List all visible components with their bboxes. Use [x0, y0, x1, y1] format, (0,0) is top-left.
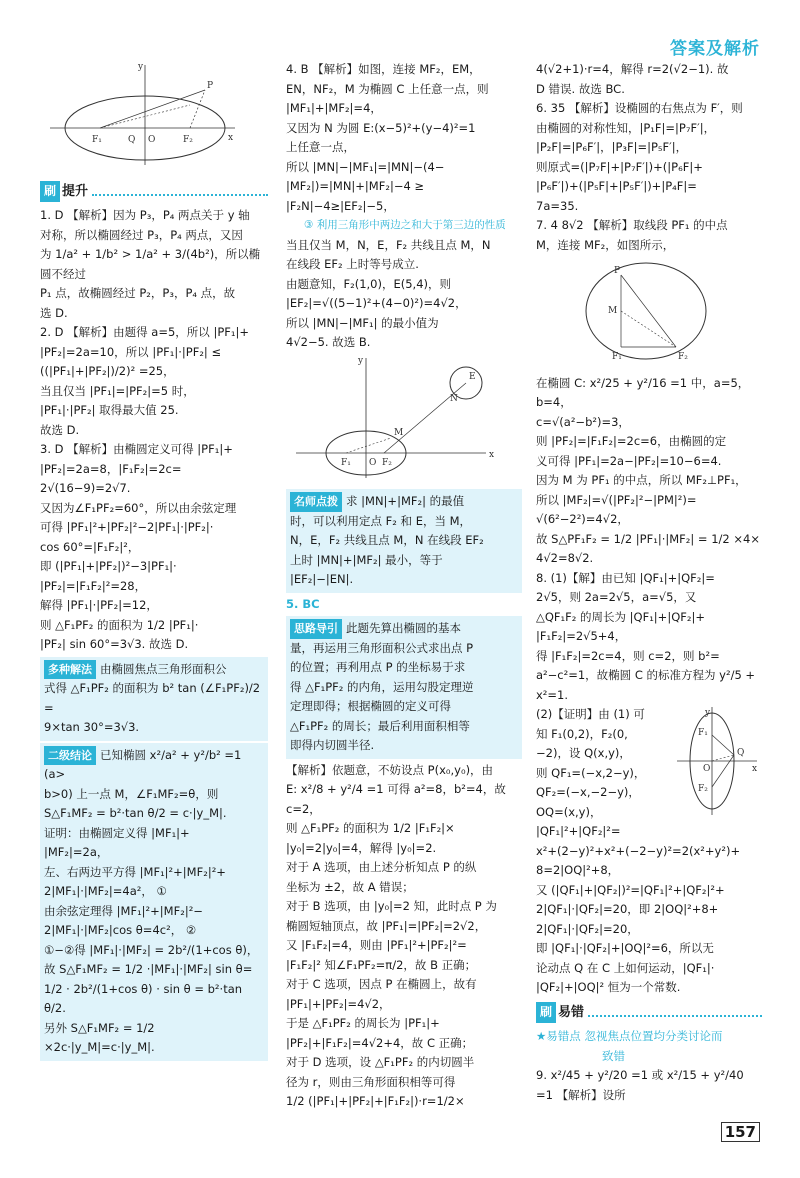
- q2-line: 故选 D.: [40, 422, 80, 437]
- q3-line: 又因为∠F₁PF₂=60°，所以由余弦定理: [40, 500, 237, 515]
- fig3-label-p: P: [614, 266, 621, 276]
- teacher-tip-badge: 名师点拨: [290, 492, 342, 512]
- q5-line: |PF₂|+|F₁F₂|=4√2+4，故 C 正确；: [286, 1035, 474, 1050]
- ellipse-midpoint-figure: [536, 255, 756, 367]
- q4-line: 所以 |MN|−|MF₁|=|MN|−(4−: [286, 159, 445, 174]
- answer-q4: [286, 60, 522, 353]
- q5-line: 对于 D 选项，设 △F₁PF₂ 的内切圆半: [286, 1055, 475, 1069]
- q8-line: |QF₁|²+|QF₂|²=: [536, 824, 621, 838]
- second-line: 证明：由椭圆定义得 |MF₁|+: [44, 825, 190, 840]
- q8-line: QF₂=(−x,−2−y)，: [536, 785, 640, 799]
- q3-line: |PF₂|=2a=8，|F₁F₂|=2c=: [40, 461, 182, 476]
- q6-line: 6. 35 【解析】设椭圆的右焦点为 F′，则: [536, 101, 743, 115]
- ellipse-vertical-figure: [672, 705, 762, 817]
- q8-line: 知 F₁(0,2)，F₂(0,: [536, 726, 628, 741]
- q7-line: M，连接 MF₂，如图所示，: [536, 237, 675, 252]
- fig1-label-o: O: [148, 135, 156, 145]
- q2-line: ((|PF₁|+|PF₂|)/2)² =25，: [40, 364, 175, 378]
- q4-line: |MF₂|)=|MN|+|MF₂|−4 ≥: [286, 179, 425, 193]
- q8-line: 则 QF₁=(−x,2−y)，: [536, 765, 646, 780]
- second-conclusion-badge: 二级结论: [44, 746, 96, 766]
- fig1-label-f1: F₁: [92, 135, 102, 145]
- q8-line: 8=2|OQ|²+8，: [536, 863, 620, 877]
- q1-line: 为 1/a² + 1/b² > 1/a² + 3/(4b²)，所以椭圆不经过: [40, 247, 261, 281]
- q3-line: 2√(16−9)=2√7.: [40, 481, 131, 495]
- multi-solution-badge: 多种解法: [44, 660, 96, 680]
- fig2-label-e: E: [469, 371, 476, 382]
- fig4-label-f2: F₂: [698, 783, 708, 794]
- q6-line: |P₆F′|)+(|P₅F|+|P₅F′|)+|P₄F|=: [536, 179, 697, 193]
- q7-line: 故 S△PF₁F₂ = 1/2 |PF₁|·|MF₂| = 1/2 ×4×: [536, 531, 760, 546]
- q8-line: 即 |QF₁|·|QF₂|+|OQ|²=6，所以无: [536, 941, 714, 955]
- guide-line: 此题先算出椭圆的基本: [346, 621, 461, 635]
- q5-line: 对于 A 选项，由上述分析知点 P 的纵: [286, 860, 477, 874]
- fig1-label-f2: F₂: [183, 135, 193, 145]
- q7-line: 在椭圆 C: x²/25 + y²/16 =1 中，a=5，b=4，: [536, 375, 750, 409]
- q2-line: |PF₁|·|PF₂| 取得最大值 25.: [40, 403, 179, 417]
- q4-line: 上任意一点，: [286, 140, 355, 154]
- q5-line: 1/2 (|PF₁|+|PF₂|+|F₁F₂|)·r=1/2×: [286, 1094, 465, 1108]
- q5-line: 坐标为 ±2，故 A 错误；: [286, 879, 414, 894]
- q4-line: |EF₂|=√((5−1)²+(4−0)²)=4√2，: [286, 296, 467, 310]
- q8-line: △QF₁F₂ 的周长为 |QF₁|+|QF₂|+: [536, 609, 705, 624]
- fig2-label-f1: F₁: [341, 457, 351, 468]
- q4-note: ③ 利用三角形中两边之和大于第三边的性质: [304, 219, 506, 231]
- q2-line: 当且仅当 |PF₁|=|PF₂|=5 时，: [40, 383, 195, 398]
- tip-line: N，E，F₂ 共线且点 M，N 在线段 EF₂: [290, 533, 484, 547]
- fig4-label-o: O: [703, 763, 711, 774]
- q8-line: x²=1.: [536, 687, 569, 702]
- q8-line: −2)，设 Q(x,y)，: [536, 746, 631, 760]
- q5-line: 对于 C 选项，因点 P 在椭圆上，故有: [286, 977, 477, 991]
- fig1-label-p: P: [207, 81, 214, 91]
- q8-line: 论动点 Q 在 C 上如何运动，|QF₁|·: [536, 960, 715, 975]
- q6-line: 由椭圆的对称性知，|P₁F|=|P₇F′|，: [536, 120, 716, 135]
- tip-line: 求 |MN|+|MF₂| 的最值: [346, 494, 465, 508]
- q3-line: 解得 |PF₁|·|PF₂|=12，: [40, 598, 158, 612]
- multi-line: 9×tan 30°=3√3.: [44, 720, 140, 734]
- guide-line: 得 △F₁PF₂ 的内角，运用勾股定理逆: [290, 679, 474, 694]
- guide-badge: 思路导引: [290, 619, 342, 639]
- q5-line: E: x²/8 + y²/4 =1 可得 a²=8，b²=4，故 c=2，: [286, 782, 506, 816]
- fig4-label-y: y: [705, 707, 711, 718]
- answer-q9: 9. x²/45 + y²/20 =1 或 x²/15 + y²/40 =1 【解析】设所: [536, 1068, 744, 1102]
- second-line: 另外 S△F₁MF₂ = 1/2 ×2c·|y_M|=c·|y_M|.: [44, 1020, 155, 1054]
- fig1-label-x: x: [228, 133, 234, 143]
- fig1-label-q: Q: [128, 135, 136, 145]
- q5-line: 则 △F₁PF₂ 的面积为 1/2 |F₁F₂|×: [286, 821, 455, 835]
- q3-line: |PF₂|=|F₁F₂|²=28，: [40, 578, 147, 593]
- q3-line: |PF₂| sin 60°=3√3. 故选 D.: [40, 637, 189, 651]
- q7-line: 所以 |MF₂|=√(|PF₂|²−|PM|²)=: [536, 492, 697, 507]
- multi-line: 式得 △F₁PF₂ 的面积为 b² tan (∠F₁PF₂)/2 =: [44, 681, 261, 715]
- err-line: 致错: [602, 1048, 625, 1063]
- fig4-label-q: Q: [737, 747, 745, 758]
- column-1: [40, 60, 268, 1063]
- fig2-label-y: y: [358, 355, 364, 366]
- second-line: S△F₁MF₂ = b²·tan θ/2 = c·|y_M|.: [44, 806, 227, 820]
- guide-line: △F₁PF₂ 的周长；最后利用面积相等: [290, 718, 470, 733]
- q5-title: 5. BC: [286, 596, 320, 611]
- q4-line: 4√2−5. 故选 B.: [286, 335, 371, 349]
- section-header-yicuo: [536, 1002, 762, 1024]
- q5-line: 径为 r，则由三角形面积相等可得: [286, 1074, 456, 1089]
- answer-q6: [536, 99, 762, 216]
- second-line: 已知椭圆 x²/a² + y²/b² =1 (a>: [44, 747, 242, 781]
- q1-line: 选 D.: [40, 305, 68, 320]
- second-line: 故 S△F₁MF₂ = 1/2 ·|MF₁|·|MF₂| sin θ=: [44, 962, 253, 976]
- error-point: [536, 1027, 762, 1066]
- q4-line: 在线段 EF₂ 上时等号成立.: [286, 257, 419, 271]
- q8-line: OQ=(x,y)，: [536, 804, 602, 819]
- guide-line: 的位置；再利用点 P 的坐标易于求: [290, 660, 466, 674]
- second-line: 1/2 · 2b²/(1+cos θ) · sin θ = b²·tan θ/2.: [44, 981, 243, 1015]
- second-line: |MF₂|=2a，: [44, 845, 109, 859]
- q5-line: 【解析】依题意，不妨设点 P(x₀,y₀)，由: [286, 762, 494, 777]
- q5-line: |y₀|=2|y₀|=4，解得 |y₀|=2.: [286, 840, 437, 855]
- section-label: 提升: [62, 183, 89, 199]
- answer-q1: [40, 206, 268, 323]
- second-line: 2|MF₁|·|MF₂|cos θ=4c²， ②: [44, 923, 197, 937]
- q4-line: 又因为 N 为圆 E:(x−5)²+(y−4)²=1: [286, 120, 476, 135]
- fig2-label-m: M: [394, 427, 404, 438]
- top-line: 4(√2+1)·r=4，解得 r=2(√2−1). 故: [536, 62, 729, 76]
- q8-line: 又 (|QF₁|+|QF₂|)²=|QF₁|²+|QF₂|²+: [536, 882, 725, 897]
- q2-line: |PF₂|=2a=10，所以 |PF₁|·|PF₂| ≤: [40, 344, 222, 359]
- q8-line: 2|QF₁|·|QF₂|=20，: [536, 921, 639, 936]
- tip-line: 上时 |MN|+|MF₂| 最小，等于: [290, 552, 443, 567]
- err-line: ★易错点 忽视焦点位置均分类讨论而: [536, 1029, 723, 1043]
- q5-line: 对于 B 选项，由 |y₀|=2 知，此时点 P 为: [286, 899, 497, 913]
- q3-line: cos 60°=|F₁F₂|²，: [40, 539, 140, 554]
- multi-solution-box: [40, 657, 268, 741]
- tip-line: |EF₂|−|EN|.: [290, 572, 354, 586]
- q6-line: |P₂F|=|P₆F′|，|P₃F|=|P₅F′|，: [536, 140, 688, 154]
- fig2-label-f2: F₂: [382, 457, 392, 468]
- q1-line: P₁ 点，故椭圆经过 P₂，P₃，P₄ 点，故: [40, 286, 236, 300]
- q5-line: |F₁F₂|² 知∠F₁PF₂=π/2，故 B 正确；: [286, 957, 477, 972]
- q8-line: 8. (1)【解】由已知 |QF₁|+|QF₂|=: [536, 570, 715, 585]
- q4-line: |MF₁|+|MF₂|=4，: [286, 101, 382, 115]
- second-line: 2|MF₁|·|MF₂|=4a²， ①: [44, 884, 167, 898]
- fig1-label-y: y: [138, 62, 144, 72]
- second-line: ①−②得 |MF₁|·|MF₂| = 2b²/(1+cos θ)，: [44, 942, 259, 957]
- q2-line: 2. D 【解析】由题得 a=5，所以 |PF₁|+: [40, 325, 249, 339]
- page-header-title: 答案及解析: [670, 39, 760, 59]
- answer-q3: [40, 440, 268, 655]
- section-header-tisheng: [40, 181, 268, 203]
- tip-line: 时，可以利用定点 F₂ 和 E，当 M，: [290, 513, 472, 528]
- q7-line: c=√(a²−b²)=3，: [536, 414, 630, 429]
- q5-line: 又 |F₁F₂|=4，则由 |PF₁|²+|PF₂|²=: [286, 938, 467, 952]
- q4-line: 当且仅当 M，N，E，F₂ 共线且点 M，N: [286, 237, 491, 252]
- answer-q2: [40, 323, 268, 440]
- answer-q7-cont: [536, 374, 762, 569]
- second-line: 左、右两边平方得 |MF₁|²+|MF₂|²+: [44, 864, 226, 879]
- q6-line: 7a=35.: [536, 198, 579, 213]
- q7-line: 因为 M 为 PF₁ 的中点，所以 MF₂⊥PF₁，: [536, 473, 747, 487]
- second-conclusion-box: [40, 743, 268, 1061]
- q5-line: 于是 △F₁PF₂ 的周长为 |PF₁|+: [286, 1016, 440, 1030]
- q5-line: 椭圆短轴顶点，故 |PF₁|=|PF₂|=2√2，: [286, 918, 487, 933]
- second-line: b>0) 上一点 M，∠F₁MF₂=θ，则: [44, 786, 219, 801]
- q3-line: 3. D 【解析】由椭圆定义可得 |PF₁|+: [40, 442, 233, 456]
- multi-line: 由椭圆焦点三角形面积公: [100, 661, 227, 676]
- section-tag: 刷: [536, 1002, 556, 1024]
- page-number: 157: [721, 1122, 760, 1142]
- q8-line: 得 |F₁F₂|=2c=4，则 c=2，则 b²=: [536, 648, 720, 663]
- q7-line: 7. 4 8√2 【解析】取线段 PF₁ 的中点: [536, 218, 728, 232]
- column-2: [286, 60, 522, 1112]
- q4-line: 所以 |MN|−|MF₁| 的最小值为: [286, 315, 439, 330]
- q3-line: 可得 |PF₁|²+|PF₂|²−2|PF₁|·|PF₂|·: [40, 520, 214, 534]
- answer-q8: [536, 569, 762, 998]
- q8-line: x²+(2−y)²+x²+(−2−y)²=2(x²+y²)+: [536, 843, 741, 858]
- q7-line: 义可得 |PF₁|=2a−|PF₂|=10−6=4.: [536, 453, 722, 468]
- fig2-label-x: x: [489, 449, 495, 460]
- fig4-label-x: x: [752, 763, 758, 774]
- q6-line: 则原式=(|P₇F|+|P₇F′|)+(|P₆F|+: [536, 159, 703, 174]
- fig2-label-n: N: [450, 393, 458, 404]
- guide-line: 即得内切圆半径.: [290, 738, 375, 752]
- q4-line: 由题意知，F₂(1,0)，E(5,4)，则: [286, 276, 452, 291]
- ellipse-figure-1: [40, 60, 240, 170]
- q4-line: 4. B 【解析】如图，连接 MF₂，EM，: [286, 62, 481, 76]
- fig2-label-o: O: [369, 457, 377, 468]
- q4-line: EN，NF₂，M 为椭圆 C 上任意一点，则: [286, 81, 489, 96]
- guide-line: 量，再运用三角形面积公式求出点 P: [290, 640, 474, 655]
- q1-line: 对称，所以椭圆经过 P₃，P₄ 两点，又因: [40, 227, 243, 242]
- teacher-tip-box: [286, 489, 522, 593]
- q7-line: 4√2=8√2.: [536, 551, 594, 565]
- guide-line: 定理即得；根据椭圆的定义可得: [290, 699, 451, 713]
- q3-line: 则 △F₁PF₂ 的面积为 1/2 |PF₁|·: [40, 617, 199, 632]
- guide-box: [286, 616, 522, 759]
- q7-line: 则 |PF₂|=|F₁F₂|=2c=6，由椭圆的定: [536, 434, 727, 448]
- q5-line: |PF₁|+|PF₂|=4√2，: [286, 996, 391, 1011]
- fig4-label-f1: F₁: [698, 727, 708, 738]
- column-3: [536, 60, 762, 1105]
- fig3-label-f1: F₁: [612, 352, 622, 362]
- answer-q5: [286, 761, 522, 1112]
- q8-line: 2√5，则 2a=2√5，a=√5，又: [536, 590, 697, 604]
- top-line: D 错误. 故选 BC.: [536, 81, 625, 96]
- q8-line: 2|QF₁|·|QF₂|=20，即 2|OQ|²+8+: [536, 902, 719, 916]
- q7-line: √(6²−2²)=4√2，: [536, 512, 629, 526]
- second-line: 由余弦定理得 |MF₁|²+|MF₂|²−: [44, 903, 203, 918]
- q8-line: a²−c²=1，故椭圆 C 的标准方程为 y²/5 +: [536, 668, 756, 682]
- q4-line: |F₂N|−4≥|EF₂|−5，: [286, 198, 395, 213]
- ellipse-circle-figure: [286, 353, 516, 481]
- q1-line: 1. D 【解析】因为 P₃，P₄ 两点关于 y 轴: [40, 208, 250, 222]
- q8-line: |F₁F₂|=2√5+4，: [536, 629, 627, 643]
- fig3-label-m: M: [608, 306, 618, 316]
- q8-line: (2)【证明】由 (1) 可: [536, 707, 645, 721]
- fig3-label-f2: F₂: [678, 352, 688, 362]
- q5-continued: [536, 60, 762, 99]
- answer-q7: [536, 216, 762, 255]
- section-tag: 刷: [40, 181, 60, 203]
- q8-line: |QF₂|+|OQ|² 恒为一个常数.: [536, 980, 681, 994]
- section-label: 易错: [558, 1004, 585, 1020]
- q3-line: 即 (|PF₁|+|PF₂|)²−3|PF₁|·: [40, 559, 177, 573]
